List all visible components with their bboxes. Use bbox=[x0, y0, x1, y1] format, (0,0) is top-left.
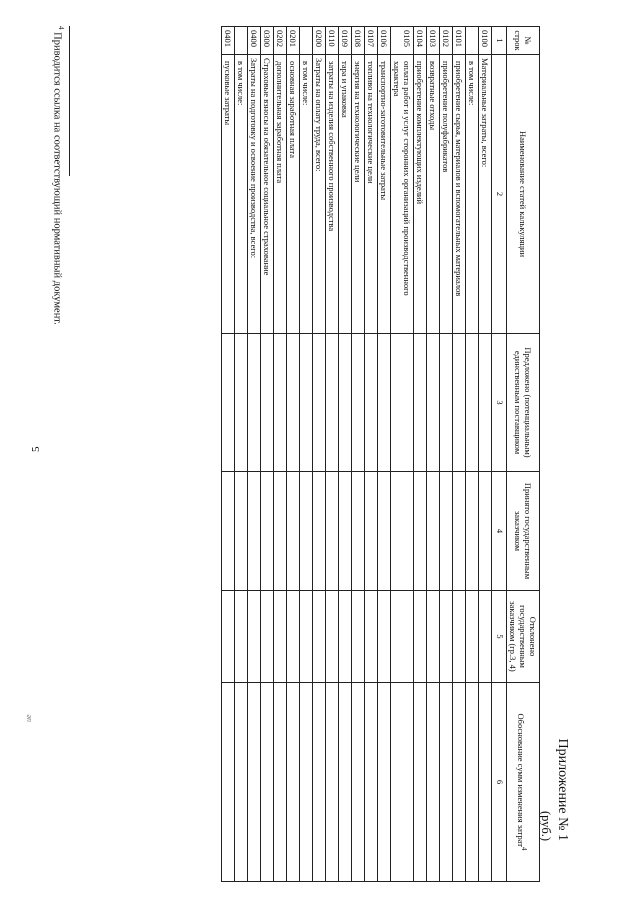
row-rejected-cell bbox=[427, 591, 440, 683]
header-justification-text: Обоснование сумм изменения затрат bbox=[516, 713, 527, 847]
row-proposed-cell bbox=[222, 334, 235, 472]
row-rejected-cell bbox=[466, 591, 479, 683]
row-accepted-cell bbox=[414, 472, 427, 591]
row-accepted-cell bbox=[248, 472, 261, 591]
row-justification-cell bbox=[453, 683, 466, 882]
row-item-name: в том числе: bbox=[235, 55, 248, 334]
row-accepted-cell bbox=[313, 472, 326, 591]
table-row bbox=[313, 27, 326, 882]
row-rejected-cell bbox=[352, 591, 365, 683]
row-rejected-cell bbox=[222, 591, 235, 683]
row-proposed-cell bbox=[391, 334, 414, 472]
table-row bbox=[427, 27, 440, 882]
table-row bbox=[222, 27, 235, 882]
row-justification-cell bbox=[326, 683, 339, 882]
row-proposed-cell bbox=[427, 334, 440, 472]
table-row bbox=[479, 27, 492, 882]
table-row bbox=[414, 27, 427, 882]
row-rejected-cell bbox=[365, 591, 378, 683]
row-proposed-cell bbox=[365, 334, 378, 472]
header-item-name: Наименование статей калькуляции bbox=[507, 55, 540, 334]
column-number: 1 bbox=[492, 27, 507, 55]
row-code: 0101 bbox=[453, 27, 466, 55]
row-rejected-cell bbox=[235, 591, 248, 683]
row-item-name: тара и упаковка bbox=[339, 55, 352, 334]
row-accepted-cell bbox=[479, 472, 492, 591]
table-row bbox=[466, 27, 479, 882]
row-proposed-cell bbox=[274, 334, 287, 472]
footnote-text: Приводится ссылка на соответствующий нормативный документ. bbox=[51, 29, 63, 325]
row-accepted-cell bbox=[339, 472, 352, 591]
row-accepted-cell bbox=[222, 472, 235, 591]
row-justification-cell bbox=[222, 683, 235, 882]
row-item-name: топливо на технологические цели bbox=[365, 55, 378, 334]
row-proposed-cell bbox=[235, 334, 248, 472]
page-number: 5 bbox=[30, 446, 42, 452]
row-rejected-cell bbox=[339, 591, 352, 683]
row-item-name: в том числе: bbox=[466, 55, 479, 334]
column-number: 4 bbox=[492, 472, 507, 591]
row-code: 0103 bbox=[427, 27, 440, 55]
row-justification-cell bbox=[352, 683, 365, 882]
row-code: 0110 bbox=[326, 27, 339, 55]
row-proposed-cell bbox=[479, 334, 492, 472]
row-rejected-cell bbox=[479, 591, 492, 683]
row-accepted-cell bbox=[352, 472, 365, 591]
footnote-marker: 4 bbox=[57, 26, 65, 30]
row-item-name: Затраты на оплату труда, всего: bbox=[313, 55, 326, 334]
row-item-name: основная заработная плата bbox=[287, 55, 300, 334]
row-justification-cell bbox=[440, 683, 453, 882]
table-row bbox=[365, 27, 378, 882]
table-body bbox=[222, 27, 492, 882]
appendix-title: Приложение № 1 bbox=[555, 738, 570, 841]
row-proposed-cell bbox=[261, 334, 274, 472]
row-code: 0200 bbox=[313, 27, 326, 55]
table-row bbox=[339, 27, 352, 882]
row-accepted-cell bbox=[300, 472, 313, 591]
table-row bbox=[300, 27, 313, 882]
table-row bbox=[391, 27, 414, 882]
row-justification-cell bbox=[427, 683, 440, 882]
row-code bbox=[300, 27, 313, 55]
row-code: 0106 bbox=[378, 27, 391, 55]
row-code: 0105 bbox=[391, 27, 414, 55]
row-item-name: транспортно-заготовительные затраты bbox=[378, 55, 391, 334]
row-item-name: Материальные затраты, всего: bbox=[479, 55, 492, 334]
row-justification-cell bbox=[274, 683, 287, 882]
table-row bbox=[352, 27, 365, 882]
row-proposed-cell bbox=[313, 334, 326, 472]
row-proposed-cell bbox=[287, 334, 300, 472]
row-item-name: в том числе: bbox=[300, 55, 313, 334]
row-justification-cell bbox=[378, 683, 391, 882]
row-proposed-cell bbox=[339, 334, 352, 472]
unit-label: (руб.) bbox=[539, 811, 553, 841]
row-rejected-cell bbox=[326, 591, 339, 683]
row-item-name: оплата работ и услуг сторонних организаций производственного характера bbox=[391, 55, 414, 334]
row-rejected-cell bbox=[300, 591, 313, 683]
header-justification bbox=[507, 683, 540, 882]
row-justification-cell bbox=[479, 683, 492, 882]
row-proposed-cell bbox=[248, 334, 261, 472]
row-proposed-cell bbox=[378, 334, 391, 472]
table-row bbox=[235, 27, 248, 882]
table-row bbox=[287, 27, 300, 882]
row-justification-cell bbox=[261, 683, 274, 882]
row-accepted-cell bbox=[261, 472, 274, 591]
row-justification-cell bbox=[248, 683, 261, 882]
row-accepted-cell bbox=[378, 472, 391, 591]
table-row bbox=[261, 27, 274, 882]
table-header-row bbox=[507, 27, 540, 882]
footnote-divider bbox=[69, 26, 70, 176]
row-code bbox=[235, 27, 248, 55]
row-justification-cell bbox=[339, 683, 352, 882]
row-proposed-cell bbox=[440, 334, 453, 472]
row-accepted-cell bbox=[427, 472, 440, 591]
row-item-name: дополнительная заработная плата bbox=[274, 55, 287, 334]
row-item-name: приобретение сырья, материалов и вспомогательных материалов bbox=[453, 55, 466, 334]
column-number: 2 bbox=[492, 55, 507, 334]
header-accepted: Принято государственным заказчиком bbox=[507, 472, 540, 591]
row-code: 0300 bbox=[261, 27, 274, 55]
row-accepted-cell bbox=[274, 472, 287, 591]
row-code: 0401 bbox=[222, 27, 235, 55]
row-justification-cell bbox=[466, 683, 479, 882]
row-code: 0109 bbox=[339, 27, 352, 55]
header-rejected: Отклонено государственным заказчиком (гр.3, 4) bbox=[507, 591, 540, 683]
row-item-name: приобретение полуфабрикатов bbox=[440, 55, 453, 334]
column-number: 5 bbox=[492, 591, 507, 683]
row-justification-cell bbox=[235, 683, 248, 882]
table-row bbox=[440, 27, 453, 882]
row-code: 0102 bbox=[440, 27, 453, 55]
row-code: 0202 bbox=[274, 27, 287, 55]
row-accepted-cell bbox=[466, 472, 479, 591]
row-accepted-cell bbox=[440, 472, 453, 591]
table-row bbox=[274, 27, 287, 882]
row-rejected-cell bbox=[313, 591, 326, 683]
row-item-name: Страховые взносы на обязательное социальное страхование bbox=[261, 55, 274, 334]
row-proposed-cell bbox=[300, 334, 313, 472]
row-item-name: Затраты на подготовку и освоение производства, всего: bbox=[248, 55, 261, 334]
row-code: 0104 bbox=[414, 27, 427, 55]
row-accepted-cell bbox=[453, 472, 466, 591]
row-code: 0400 bbox=[248, 27, 261, 55]
column-number: 6 bbox=[492, 683, 507, 882]
row-rejected-cell bbox=[414, 591, 427, 683]
row-item-name: энергия на технологические цели bbox=[352, 55, 365, 334]
row-code: 0201 bbox=[287, 27, 300, 55]
header-proposed: Предложено (потенциальным) единственным поставщиком bbox=[507, 334, 540, 472]
appendix-heading bbox=[538, 739, 570, 842]
margin-scribble: ue bbox=[24, 714, 33, 722]
row-item-name: возвратные отходы bbox=[427, 55, 440, 334]
rotated-landscape-page bbox=[44, 26, 572, 881]
header-row-number: № строк bbox=[507, 27, 540, 55]
row-rejected-cell bbox=[248, 591, 261, 683]
row-accepted-cell bbox=[365, 472, 378, 591]
row-justification-cell bbox=[300, 683, 313, 882]
row-code bbox=[466, 27, 479, 55]
cost-calculation-table bbox=[221, 26, 540, 882]
row-proposed-cell bbox=[326, 334, 339, 472]
row-justification-cell bbox=[391, 683, 414, 882]
row-rejected-cell bbox=[287, 591, 300, 683]
table-row bbox=[326, 27, 339, 882]
row-code: 0107 bbox=[365, 27, 378, 55]
footnote bbox=[52, 26, 66, 325]
row-accepted-cell bbox=[391, 472, 414, 591]
row-rejected-cell bbox=[453, 591, 466, 683]
table-row bbox=[378, 27, 391, 882]
row-accepted-cell bbox=[287, 472, 300, 591]
row-rejected-cell bbox=[261, 591, 274, 683]
row-proposed-cell bbox=[414, 334, 427, 472]
row-code: 0108 bbox=[352, 27, 365, 55]
row-proposed-cell bbox=[466, 334, 479, 472]
row-rejected-cell bbox=[378, 591, 391, 683]
row-rejected-cell bbox=[440, 591, 453, 683]
row-proposed-cell bbox=[453, 334, 466, 472]
row-rejected-cell bbox=[391, 591, 414, 683]
row-proposed-cell bbox=[352, 334, 365, 472]
row-justification-cell bbox=[365, 683, 378, 882]
column-number-row bbox=[492, 27, 507, 882]
row-rejected-cell bbox=[274, 591, 287, 683]
table-row bbox=[248, 27, 261, 882]
row-justification-cell bbox=[313, 683, 326, 882]
row-code: 0100 bbox=[479, 27, 492, 55]
column-number: 3 bbox=[492, 334, 507, 472]
row-justification-cell bbox=[414, 683, 427, 882]
row-item-name: приобретение комплектующих изделий bbox=[414, 55, 427, 334]
row-accepted-cell bbox=[326, 472, 339, 591]
table-row bbox=[453, 27, 466, 882]
row-accepted-cell bbox=[235, 472, 248, 591]
row-item-name: затраты на изделия собственного производства bbox=[326, 55, 339, 334]
header-footnote-marker: 4 bbox=[520, 847, 529, 851]
row-justification-cell bbox=[287, 683, 300, 882]
row-item-name: пусковые затраты bbox=[222, 55, 235, 334]
